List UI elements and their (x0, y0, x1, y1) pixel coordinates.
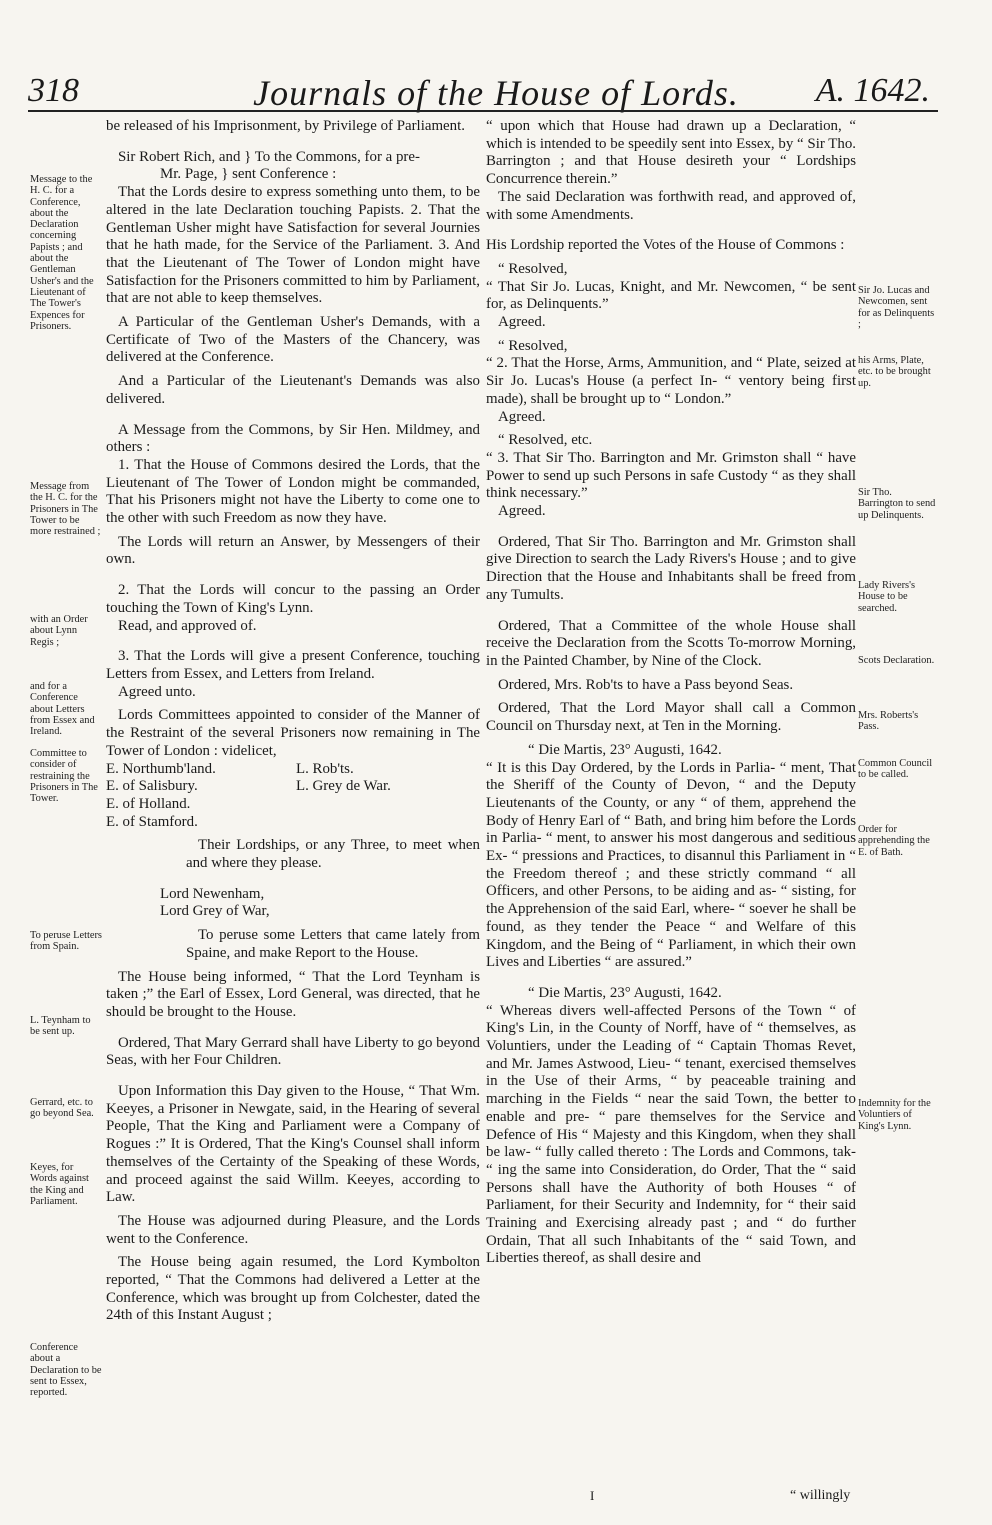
paragraph: be released of his Imprisonment, by Privilege of Parliament. (106, 118, 465, 134)
paragraph: Agreed. (498, 503, 546, 520)
paragraph: “ Resolved, (498, 337, 568, 354)
paragraph: Ordered, That Sir Tho. Barrington and Mr. Grimston shall give Direction to search the Lady Rivers's House ; and to give Direction that the House and Inhabitants shall be freed from any Tumults. (486, 533, 856, 603)
margin-note: Message to the H. C. for a Conference, about the Declaration concerning Papists ; and about the Gentleman Usher's and the Lieutenant of The Tower's Expences for Prisoners. (30, 174, 94, 332)
paragraph: That the Lords desire to express something unto them, to be altered in the late Declaration touching Papists. 2. That the Gentleman Usher might have Satisfaction for several Journies that he hath made, for the Service of the Parliament. 3. And that the Lieutenant of The Tower of London might have Satisfaction for the Prisoners committed to him by Parliament, that are not able to keep themselves. (106, 184, 480, 307)
paragraph: “ Whereas divers well-affected Persons of the Town “ of King's Lin, in the County of Norff, have of “ themselves, as Voluntiers, under the Leading of “ Captain Thomas Revet, and Mr. James Astwood, Lieu- “ tenant, exercised themselves in the Use of their Arms, “ by peaceable training and marching in the Fields “ near the said Town, the better to enable and pre- “ pare themselves for the Service and Defence of His “ Majesty and this Kingdom, when they shall be law- “ fully called thereto : The Lords and Commons, tak- “ ing the same into Consideration, do Order, That the “ said Persons shall have the Authority of both Houses “ of Parliament, for their Security and Indemnity, for “ their said Training and Exercising already past ; and “ do further Ordain, That all such Inhabitants of the “ said Town, and Liberties thereof, as shall desire and (486, 1002, 856, 1267)
margin-note: Sir Tho. Barrington to send up Delinquents. (858, 487, 936, 521)
margin-note: To peruse Letters from Spain. (30, 930, 102, 953)
paragraph: The said Declaration was forthwith read, and approved of, with some Amendments. (486, 188, 856, 223)
margin-note: Lady Rivers's House to be searched. (858, 580, 915, 614)
header-rule (28, 110, 938, 112)
paragraph: Lord Grey of War, (160, 903, 270, 920)
paragraph: 1. That the House of Commons desired the Lords, that the Lieutenant of The Tower of London might be commanded, That his Prisoners might not have the Liberty to come one to the other with such Freedom as now they have. (106, 456, 480, 527)
paragraph: 3. That the Lords will give a present Conference, touching Letters from Essex, and Letters from Ireland. (106, 648, 480, 682)
committee-member (296, 796, 476, 814)
paragraph: Ordered, Mrs. Rob'ts to have a Pass beyond Seas. (498, 676, 794, 693)
committee-member: L. Rob'ts. (296, 760, 354, 777)
catchword: “ willingly (790, 1488, 851, 1503)
running-year: A. 1642. (815, 72, 930, 109)
committee-member: E. of Holland. (106, 795, 191, 812)
margin-note: Message from the H. C. for the Prisoners in The Tower to be more restrained ; (30, 481, 101, 538)
paragraph: Lord Newenham, (160, 885, 265, 902)
paragraph: The Lords will return an Answer, by Messengers of their own. (106, 533, 480, 568)
paragraph: Ordered, That Mary Gerrard shall have Liberty to go beyond Seas, with her Four Children. (106, 1034, 480, 1069)
page-number: 318 (28, 72, 79, 109)
margin-note: Keyes, for Words against the King and Parliament. (30, 1162, 89, 1207)
margin-note: Indemnity for the Voluntiers of King's Lynn. (858, 1098, 931, 1132)
paragraph: Ordered, That a Committee of the whole House shall receive the Declaration from the Scotts To-morrow Morning, in the Painted Chamber, by Nine of the Clock. (486, 617, 856, 669)
paragraph: Their Lordships, or any Three, to meet when and where they please. (186, 837, 480, 872)
margin-note: Gerrard, etc. to go beyond Sea. (30, 1097, 94, 1120)
paragraph: Mr. Page, } sent Conference : (160, 166, 337, 183)
date-heading: “ Die Martis, 23° Augusti, 1642. (528, 741, 722, 758)
margin-note: Scots Declaration. (858, 655, 935, 666)
paragraph: The House being informed, “ That the Lord Teynham is taken ;” the Earl of Essex, Lord General, was directed, that he should be brought to the House. (106, 968, 480, 1020)
paragraph: Ordered, That the Lord Mayor shall call a Common Council on Thursday next, at Ten in the Morning. (486, 700, 856, 735)
paragraph: “ It is this Day Ordered, by the Lords in Parlia- “ ment, That the Sheriff of the County of Devon, “ and the Deputy Lieutenants of the County, or any “ of them, apprehend the Body of Henry Earl of “ Bath, and bring him before the Lords in Parlia- “ ment, to answer his most dangerous and seditious Ex- “ pressions and Practices, to disannul this Parliament in “ the Freedom thereof ; and these strictly command “ all Officers, and other Persons, to be aiding and as- “ sisting, for the Apprehension of the said Earl, where- “ soever he shall be found, as they tender the Peace “ and Welfare of this Kingdom, and the Being of “ Parliament, in which their own Lives and Liberties “ are assured.” (486, 759, 856, 971)
paragraph: To peruse some Letters that came lately from Spaine, and make Report to the House. (186, 927, 480, 961)
paragraph: Agreed. (498, 408, 546, 425)
margin-note: his Arms, Plate, etc. to be brought up. (858, 355, 931, 389)
paragraph: 2. That the Lords will concur to the passing an Order touching the Town of King's Lynn. (106, 582, 480, 616)
margin-note: Common Council to be called. (858, 758, 933, 781)
paragraph: The House being again resumed, the Lord Kymbolton reported, “ That the Commons had delivered a Letter at the Conference, which was brought up from Colchester, dated the 24th of this Instant August ; (106, 1254, 480, 1324)
paragraph: Upon Information this Day given to the House, “ That Wm. Keeyes, a Prisoner in Newgate, said, in the Hearing of several People, That the King and Parliament were a Company of Rogues :” It is Ordered, That the King's Counsel shall inform themselves of the Certainty of the Speaking of these Words, and proceed against the said Willm. Keeyes, according to Law. (106, 1083, 480, 1206)
paragraph: Read, and approved of. (118, 617, 257, 634)
page-header (0, 58, 992, 113)
paragraph: “ upon which that House had drawn up a Declaration, “ which is intended to be speedily sent into Essex, by “ Sir Tho. Barrington ; and that House desireth your “ Lordships Concurrence therein.” (486, 118, 856, 188)
paragraph: A Particular of the Gentleman Usher's Demands, with a Certificate of Two of the Masters of the Chancery, was delivered at the Conference. (106, 314, 480, 366)
paragraph: The House was adjourned during Pleasure, and the Lords went to the Conference. (106, 1212, 480, 1247)
running-title: Journals of the House of Lords. (253, 73, 739, 113)
committee-member: L. Grey de War. (296, 778, 391, 795)
committee-member: E. of Salisbury. (106, 778, 198, 795)
committee-member (296, 814, 476, 832)
margin-note: Sir Jo. Lucas and Newcomen, sent for as Delinquents ; (858, 285, 935, 330)
paragraph: “ Resolved, etc. (498, 432, 593, 449)
signature-mark: I (590, 1488, 595, 1503)
paragraph: Lords Committees appointed to consider of the Manner of the Restraint of the several Prisoners now remaining in The Tower of London : videlicet, (106, 707, 480, 759)
committee-list (106, 761, 480, 832)
paragraph: His Lordship reported the Votes of the House of Commons : (486, 237, 845, 254)
date-heading: “ Die Martis, 23° Augusti, 1642. (528, 984, 722, 1001)
paragraph: “ Resolved, (498, 260, 568, 277)
paragraph: A Message from the Commons, by Sir Hen. Mildmey, and others : (106, 421, 480, 456)
paragraph: Sir Robert Rich, and } To the Commons, for a pre- (118, 148, 420, 165)
paragraph: And a Particular of the Lieutenant's Demands was also delivered. (106, 373, 480, 407)
margin-note: and for a Conference about Letters from Essex and Ireland. (30, 681, 95, 738)
right-column (486, 118, 856, 1268)
paragraph: Agreed. (498, 314, 546, 331)
paragraph: “ 3. That Sir Tho. Barrington and Mr. Grimston shall “ have Power to send up such Persons in safe Custody “ as they shall think necessary.” (486, 449, 856, 502)
paragraph: Agreed unto. (118, 683, 196, 700)
committee-member: E. of Stamford. (106, 813, 198, 830)
margin-note: L. Teynham to be sent up. (30, 1015, 91, 1038)
paragraph: “ 2. That the Horse, Arms, Ammunition, and “ Plate, seized at Sir Jo. Lucas's House (a perfect In- “ ventory being first made), shall be brought up to “ London.” (486, 355, 856, 407)
margin-note: Order for apprehending the E. of Bath. (858, 824, 930, 858)
paragraph: “ That Sir Jo. Lucas, Knight, and Mr. Newcomen, “ be sent for, as Delinquents.” (486, 278, 856, 313)
margin-note: Mrs. Roberts's Pass. (858, 710, 919, 733)
margin-note: with an Order about Lynn Regis ; (30, 614, 88, 648)
margin-note: Committee to consider of restraining the Prisoners in The Tower. (30, 748, 98, 805)
left-column (106, 118, 480, 1325)
committee-member: E. Northumb'land. (106, 760, 216, 777)
margin-note: Conference about a Declaration to be sent to Essex, reported. (30, 1342, 102, 1399)
